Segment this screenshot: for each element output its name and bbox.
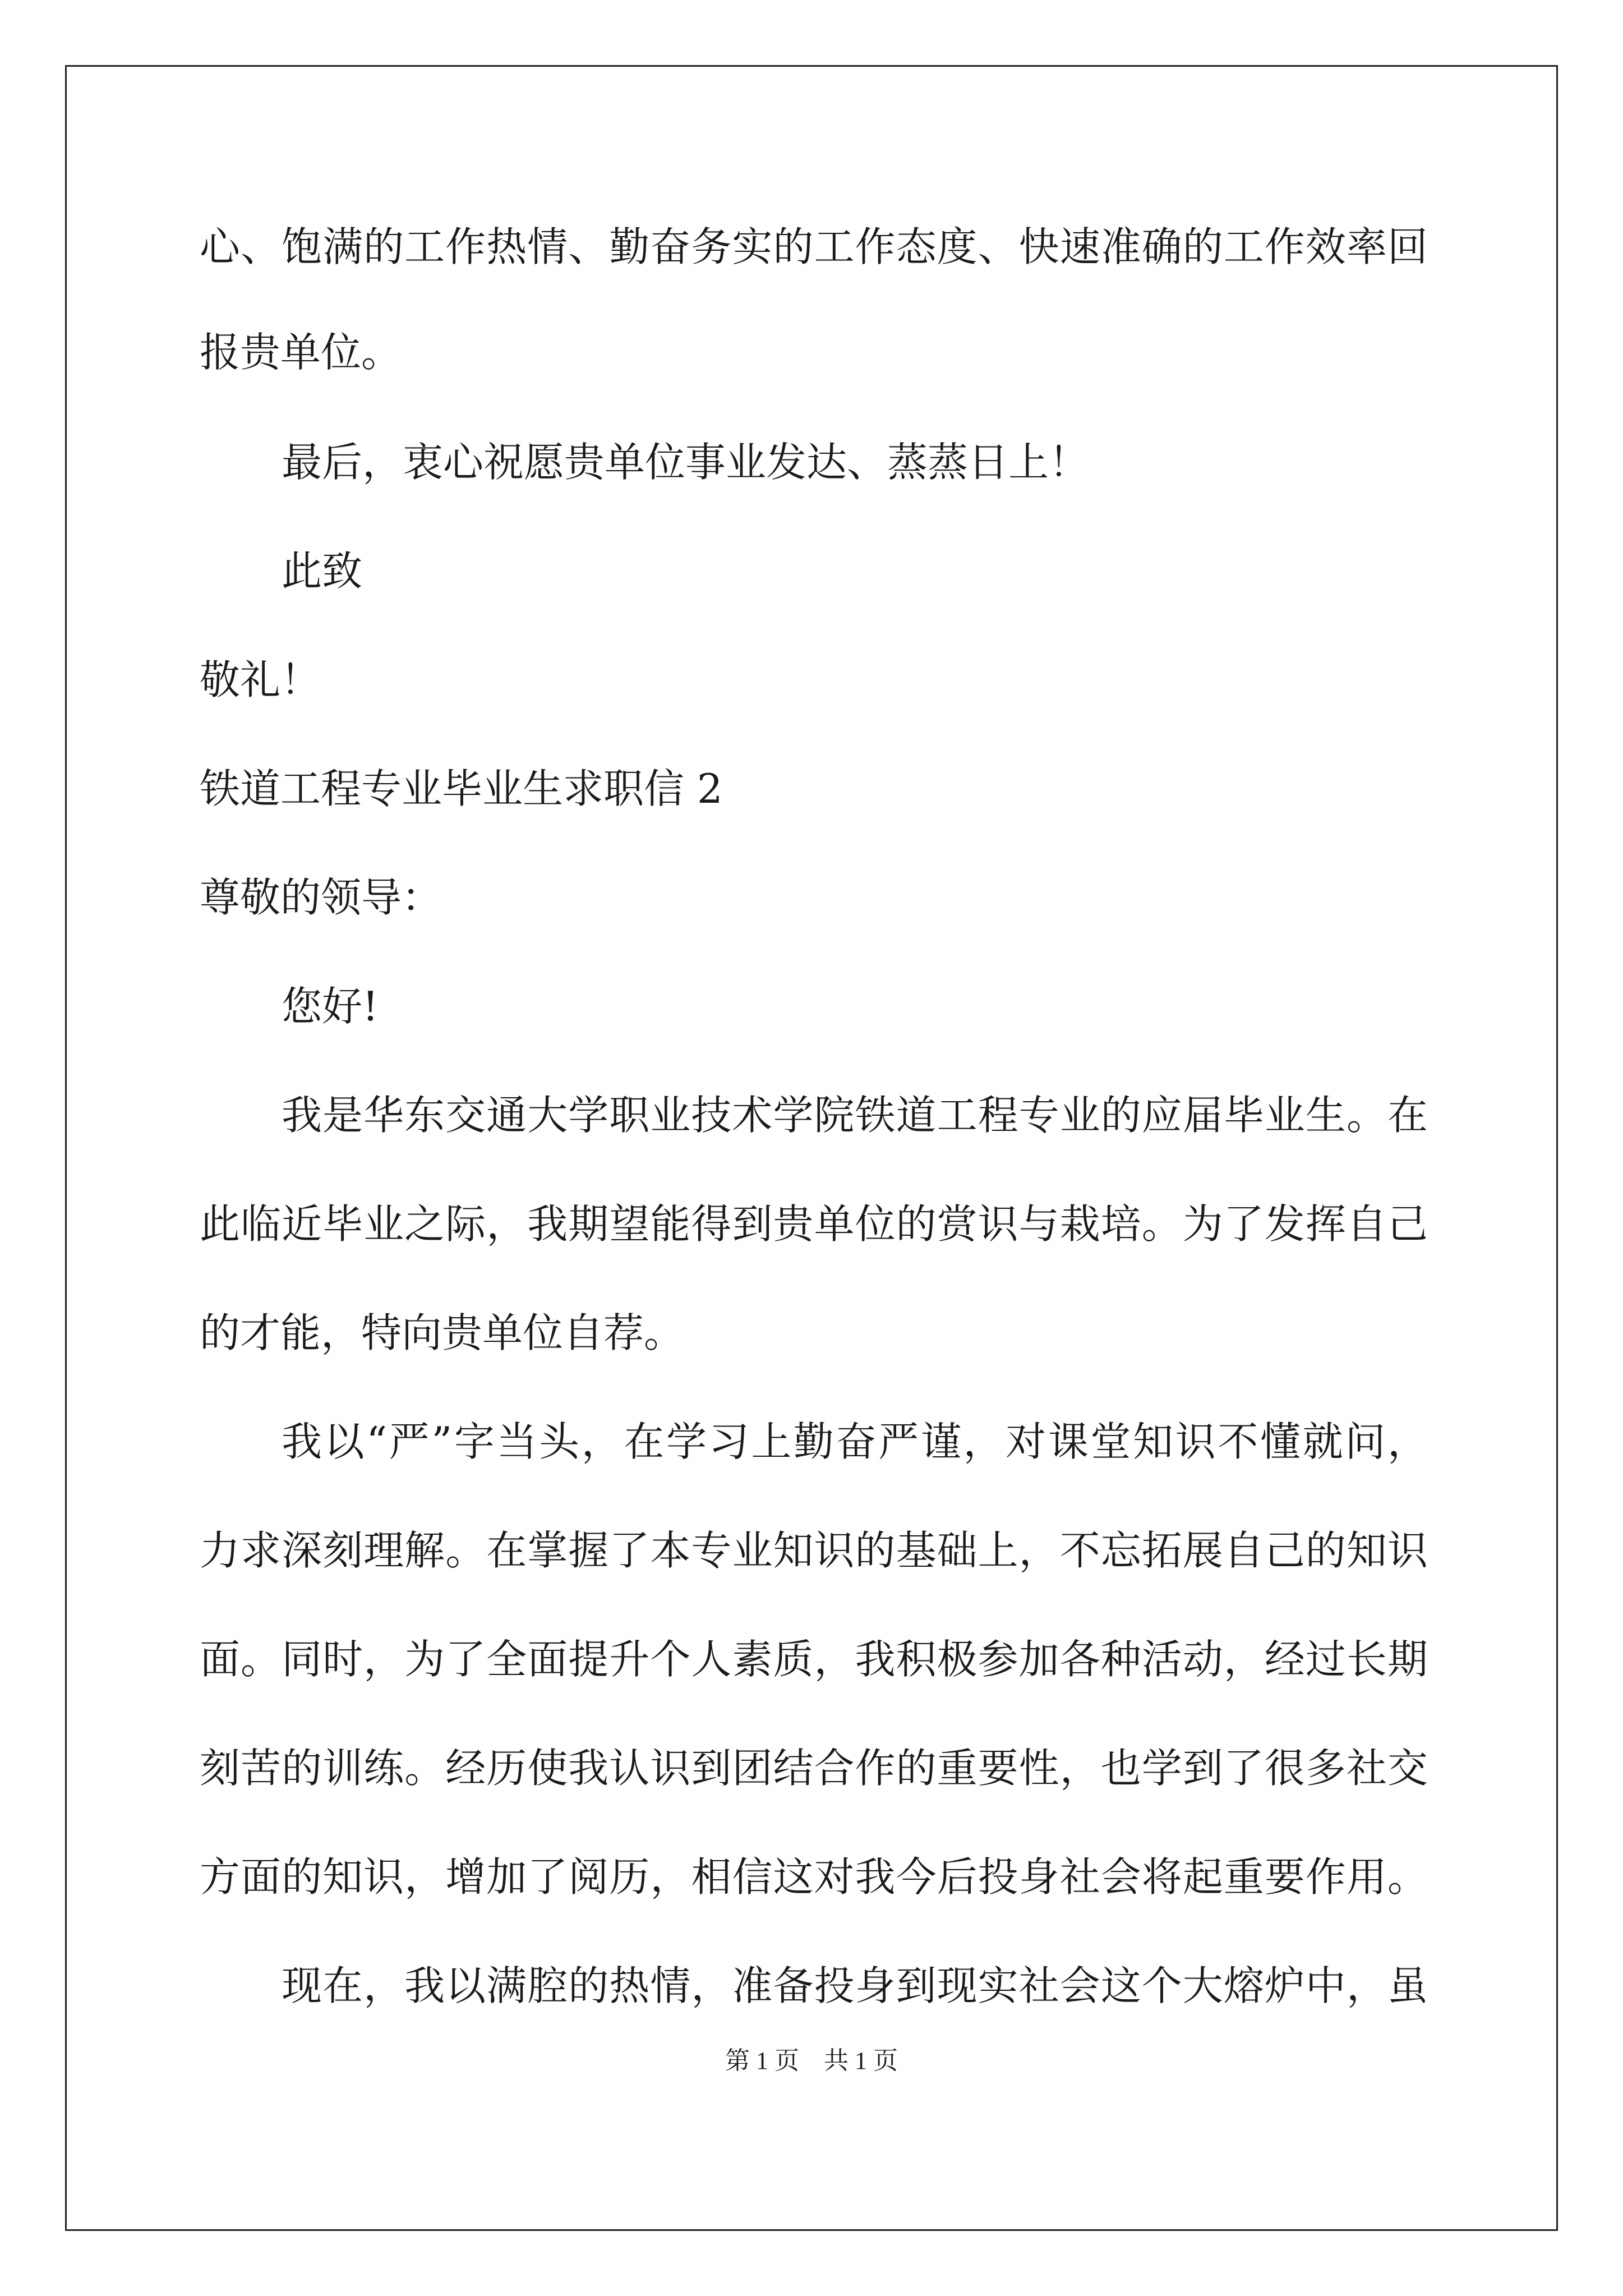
text-line-1: 心、饱满的工作热情、勤奋务实的工作态度、快速准确的工作效率回 [200, 223, 1428, 270]
paragraph-3-line-1: 现在，我以满腔的热情，准备投身到现实社会这个大熔炉中，虽 [282, 1962, 1428, 2009]
paragraph-2-line-1: 我以“严”字当头，在学习上勤奋严谨，对课堂知识不懂就问， [282, 1418, 1428, 1465]
paragraph-2-line-3: 面。同时，为了全面提升个人素质，我积极参加各种活动，经过长期 [200, 1636, 1428, 1683]
paragraph-2-line-5: 方面的知识，增加了阅历，相信这对我今后投身社会将起重要作用。 [200, 1853, 1428, 1901]
paragraph-1-line-1: 我是华东交通大学职业技术学院铁道工程专业的应届毕业生。在 [282, 1092, 1428, 1139]
closing-cizhi: 此致 [282, 547, 363, 595]
salutation: 尊敬的领导： [200, 874, 442, 921]
greeting: 您好! [282, 983, 379, 1030]
closing-jingli: 敬礼！ [200, 656, 321, 703]
page-border [65, 65, 1558, 2231]
paragraph-1-line-3: 的才能，特向贵单位自荐。 [200, 1309, 685, 1356]
paragraph-2-line-4: 刻苦的训练。经历使我认识到团结合作的重要性，也学到了很多社交 [200, 1745, 1428, 1792]
paragraph-1-line-2: 此临近毕业之际，我期望能得到贵单位的赏识与栽培。为了发挥自己 [200, 1200, 1428, 1248]
paragraph-2-line-2: 力求深刻理解。在掌握了本专业知识的基础上，不忘拓展自己的知识 [200, 1527, 1428, 1574]
letter-heading: 铁道工程专业毕业生求职信 2 [200, 765, 723, 812]
text-line-2: 报贵单位。 [200, 329, 402, 376]
closing-wish: 最后，衷心祝愿贵单位事业发达、蒸蒸日上！ [282, 439, 1090, 486]
page-number-footer: 第 1 页 共 1 页 [725, 2047, 898, 2074]
